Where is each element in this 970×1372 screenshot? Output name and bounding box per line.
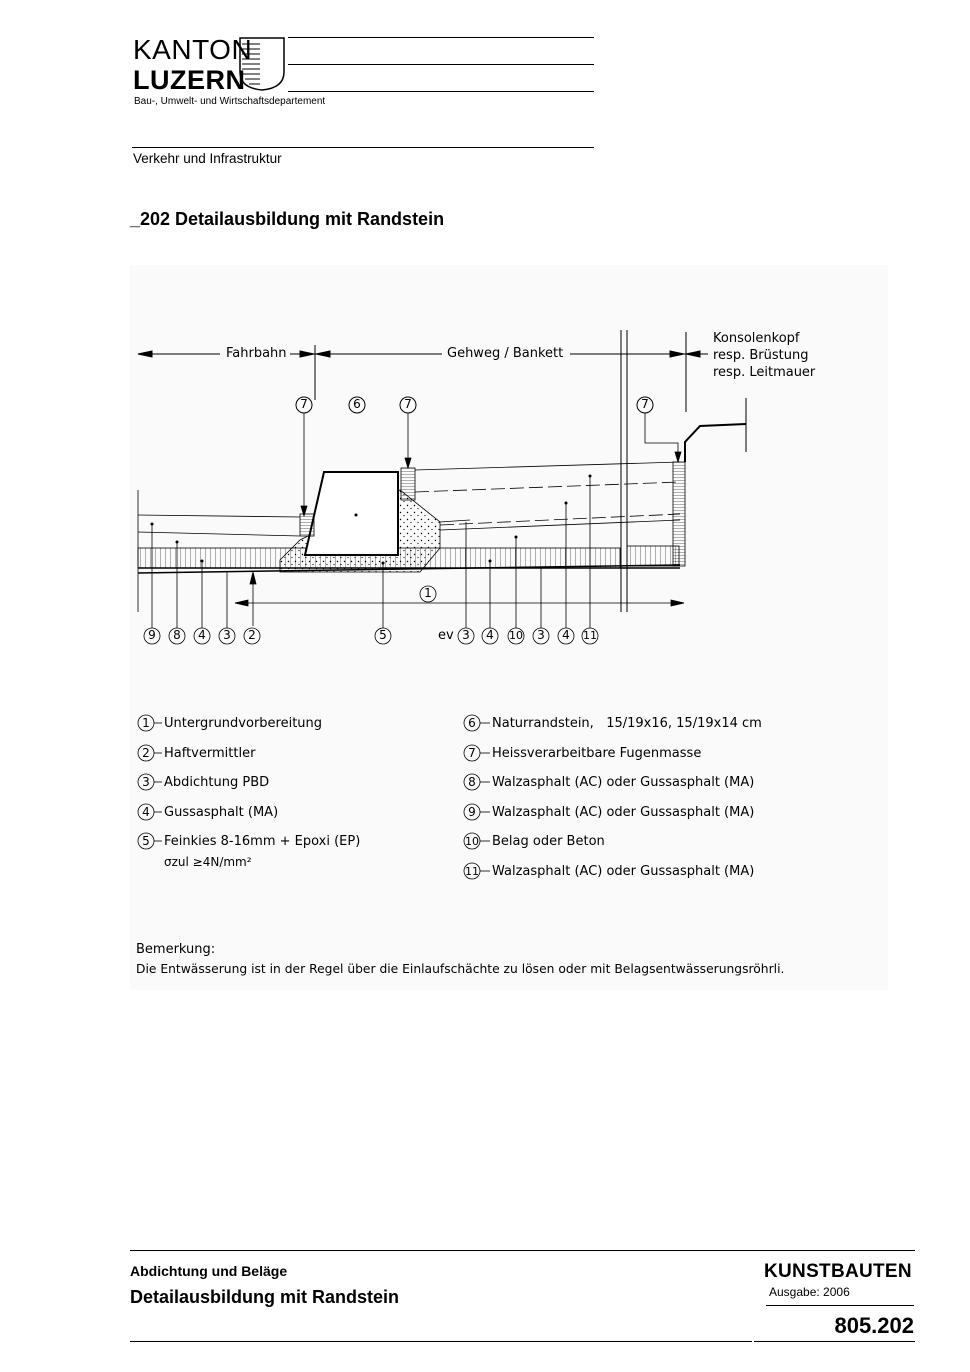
legend-text-7: Heissverarbeitbare Fugenmasse [492, 746, 702, 761]
marker-dimension-1: 1 [424, 586, 432, 600]
marker-bottom-9: 9 [148, 628, 156, 642]
marker-top-7b: 7 [404, 397, 412, 411]
marker-bottom-3b: 3 [462, 628, 470, 642]
remark-text: Die Entwässerung ist in der Regel über die Einlaufschächte zu lösen oder mit Belagsentwässerungsröhrli. [136, 962, 785, 976]
footer-category: KUNSTBAUTEN [764, 1261, 912, 1282]
logo-luzern: LUZERN [133, 65, 246, 95]
footer-rule-bottom-right [754, 1341, 915, 1342]
logo-kanton: KANTON [133, 34, 253, 65]
legend-text-6: Naturrandstein, 15/19x16, 15/19x14 cm [492, 716, 762, 731]
marker-bottom-4a: 4 [198, 628, 206, 642]
marker-bottom-4b: 4 [486, 628, 494, 642]
legend-text-9: Walzasphalt (AC) oder Gussasphalt (MA) [492, 805, 755, 820]
legend-num-1: 1 [142, 716, 150, 730]
legend-num-9: 9 [468, 805, 476, 819]
marker-bottom-4c: 4 [562, 628, 570, 642]
dimension-line-bottom [235, 572, 684, 626]
break-lines [621, 330, 627, 612]
walkway-layers [415, 398, 746, 566]
marker-top-7a: 7 [300, 397, 308, 411]
label-ev: ev [438, 628, 454, 643]
legend-num-7: 7 [468, 746, 476, 760]
legend-circles [0, 700, 970, 900]
footer-rule-mid [766, 1305, 914, 1306]
marker-bottom-5: 5 [379, 628, 387, 642]
legend-num-10: 10 [465, 835, 479, 848]
legend-num-4: 4 [142, 805, 150, 819]
department-label: Bau-, Umwelt- und Wirtschaftsdepartement [134, 96, 326, 107]
legend-text-5: Feinkies 8-16mm + Epoxi (EP) [164, 834, 361, 849]
label-konsolenkopf: Konsolenkopf [713, 331, 800, 346]
footer-section: Abdichtung und Beläge [130, 1263, 288, 1279]
footer-title: Detailausbildung mit Randstein [130, 1287, 400, 1307]
page-title: _202 Detailausbildung mit Randstein [130, 209, 445, 229]
label-gehweg: Gehweg / Bankett [447, 346, 564, 361]
label-bruestung: resp. Brüstung [713, 348, 809, 363]
legend-text-1: Untergrundvorbereitung [164, 716, 323, 731]
section-label: Verkehr und Infrastruktur [133, 151, 282, 166]
marker-bottom-3a: 3 [223, 628, 231, 642]
legend-num-3: 3 [142, 775, 150, 789]
marker-top-7c: 7 [641, 397, 649, 411]
legend-num-2: 2 [142, 746, 150, 760]
marker-bottom-3c: 3 [537, 628, 545, 642]
legend-num-8: 8 [468, 775, 476, 789]
dimension-line-top [138, 332, 708, 412]
label-fahrbahn: Fahrbahn [226, 346, 287, 361]
top-markers [296, 397, 653, 413]
legend-text-5-extra: σzul ≥4N/mm² [164, 855, 252, 869]
marker-bottom-10: 10 [509, 629, 523, 642]
remark-title: Bemerkung: [136, 942, 216, 957]
legend-text-4: Gussasphalt (MA) [164, 805, 279, 820]
legend-text-11: Walzasphalt (AC) oder Gussasphalt (MA) [492, 864, 755, 879]
legend-text-3: Abdichtung PBD [164, 775, 270, 790]
marker-bottom-2: 2 [248, 628, 256, 642]
legend-num-5: 5 [142, 834, 150, 848]
footer-doc-number: 805.202 [834, 1313, 914, 1338]
footer-edition: Ausgabe: 2006 [769, 1285, 850, 1299]
footer-rule-bottom-left [130, 1341, 752, 1342]
marker-top-6: 6 [353, 397, 361, 411]
footer-rule-top [130, 1250, 915, 1251]
label-leitmauer: resp. Leitmauer [713, 365, 816, 380]
legend-num-11: 11 [465, 865, 479, 878]
marker-bottom-11: 11 [583, 629, 597, 642]
legend-num-6: 6 [468, 716, 476, 730]
marker-bottom-8: 8 [173, 628, 181, 642]
legend-text-2: Haftvermittler [164, 746, 256, 761]
legend-text-8: Walzasphalt (AC) oder Gussasphalt (MA) [492, 775, 755, 790]
legend-text-10: Belag oder Beton [492, 834, 605, 849]
